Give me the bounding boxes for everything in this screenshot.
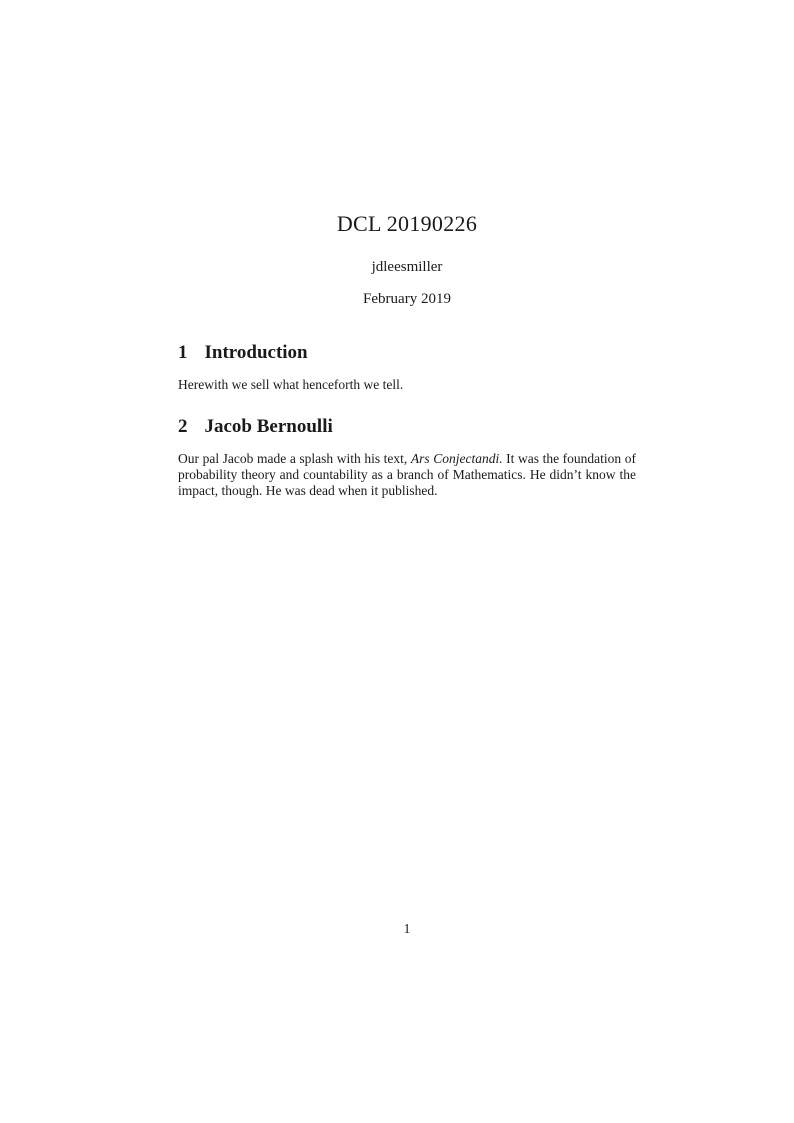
section-number: 1	[178, 342, 188, 363]
section-title: Introduction	[204, 342, 308, 363]
paragraph-text-after-italic: It was the foundation of probability theory and countability as a branch of Mathematics. He didn’t know the impact, though. He was dead when it published.	[178, 451, 637, 498]
paragraph-introduction: Herewith we sell what henceforth we tell.	[178, 377, 404, 392]
section-heading-jacob-bernoulli	[178, 415, 636, 438]
section-title: Jacob Bernoulli	[204, 416, 333, 437]
section-heading-introduction	[178, 341, 636, 364]
paragraph-text-before-italic: Our pal Jacob made a splash with his text,	[178, 451, 411, 466]
document-author: jdleesmiller	[371, 259, 443, 275]
section-number: 2	[178, 416, 188, 437]
document-date: February 2019	[363, 291, 451, 307]
paragraph-jacob-bernoulli	[178, 451, 636, 499]
book-title-italic: Ars Conjectandi.	[410, 451, 503, 466]
page-number: 1	[403, 921, 411, 936]
document-title: DCL 20190226	[336, 211, 478, 236]
